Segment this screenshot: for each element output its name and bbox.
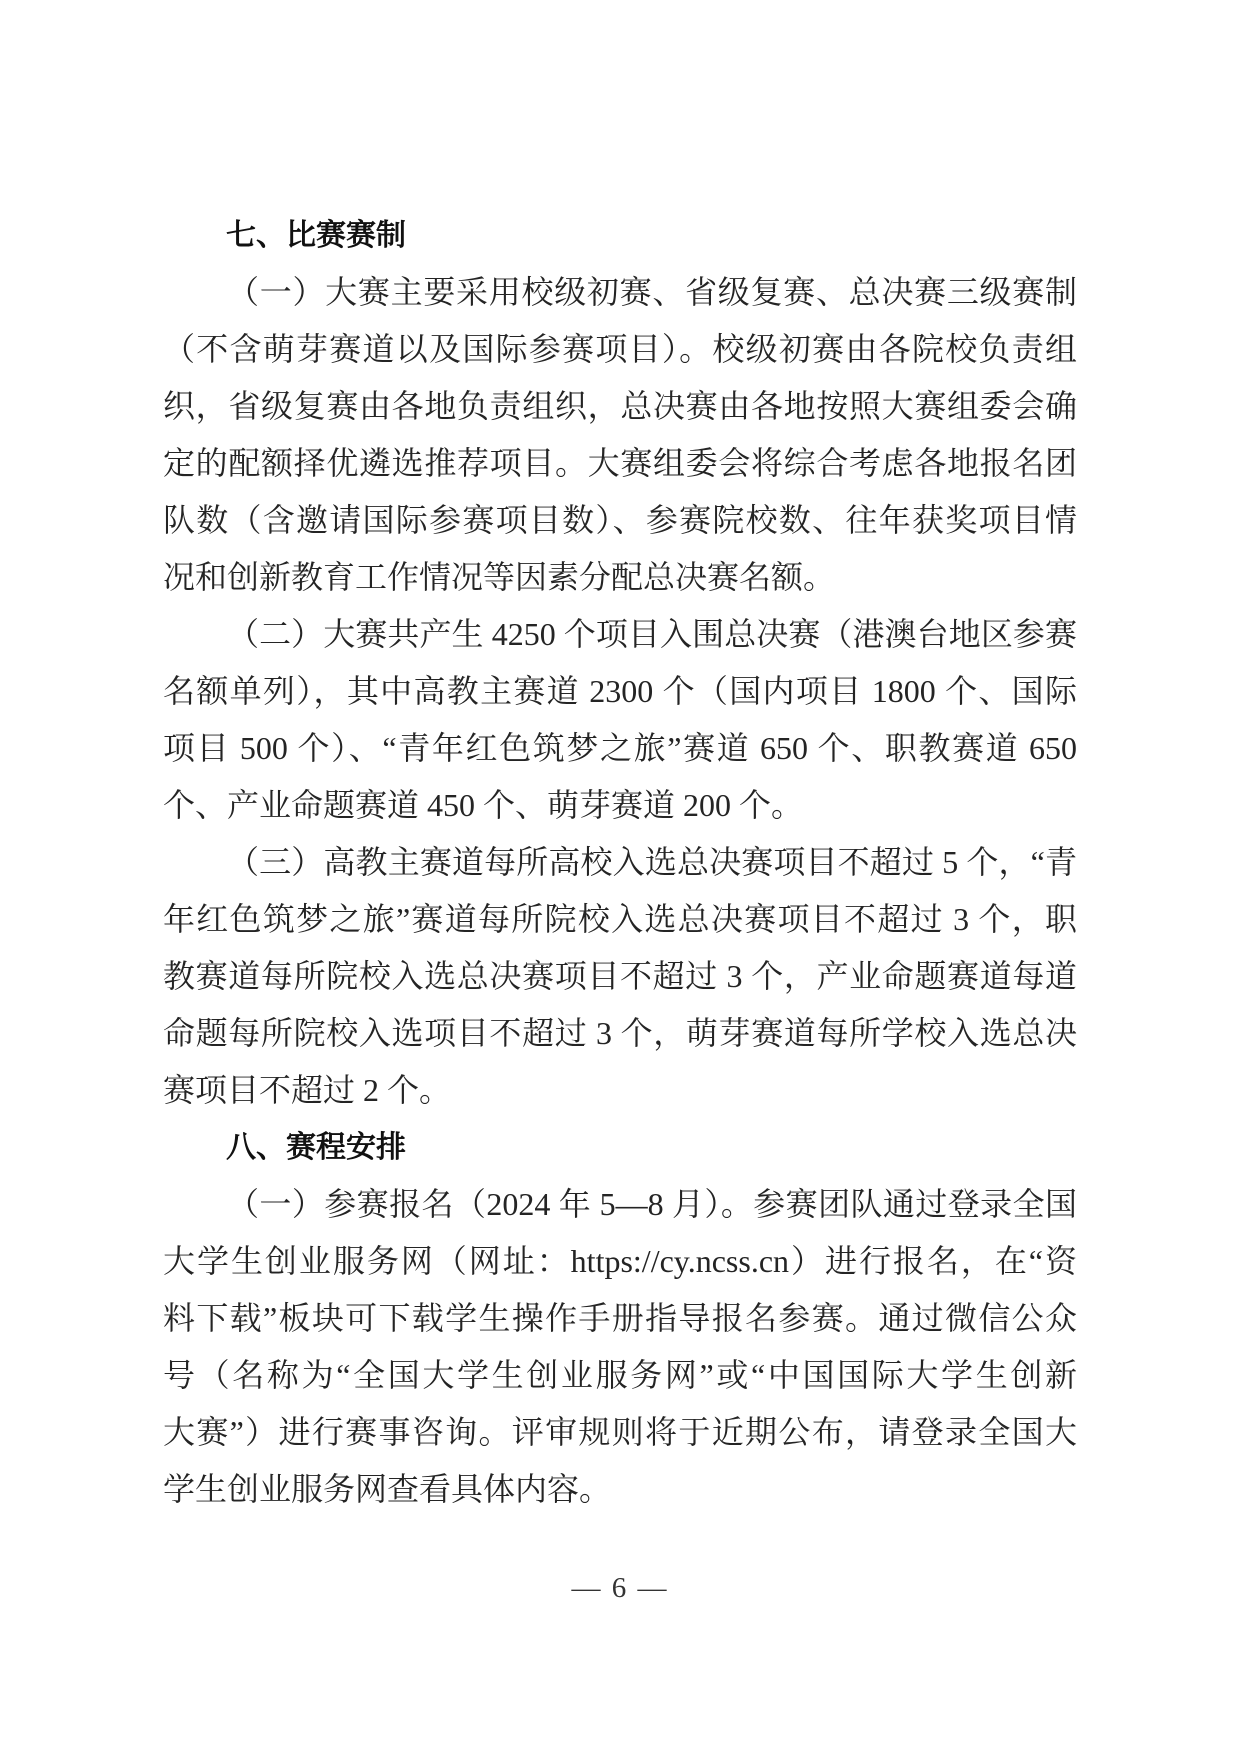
doc-line: 定的配额择优遴选推荐项目。大赛组委会将综合考虑各地报名团: [163, 445, 1077, 481]
doc-line: 织，省级复赛由各地负责组织，总决赛由各地按照大赛组委会确: [163, 388, 1077, 424]
doc-line: 项目 500 个）、“青年红色筑梦之旅”赛道 650 个、职教赛道 650: [163, 730, 1077, 766]
doc-line: 学生创业服务网查看具体内容。: [163, 1471, 612, 1507]
section-heading-7: 七、比赛赛制: [226, 219, 406, 252]
doc-line: 个、产业命题赛道 450 个、萌芽赛道 200 个。: [163, 787, 804, 823]
doc-line: 年红色筑梦之旅”赛道每所院校入选总决赛项目不超过 3 个，职: [163, 901, 1077, 937]
doc-line: 赛项目不超过 2 个。: [163, 1072, 452, 1108]
doc-line: 料下载”板块可下载学生操作手册指导报名参赛。通过微信公众: [163, 1300, 1077, 1336]
doc-line: （一）参赛报名（2024 年 5—8 月）。参赛团队通过登录全国: [227, 1186, 1077, 1222]
document-content: [163, 207, 1077, 1518]
doc-line: 名额单列），其中高教主赛道 2300 个（国内项目 1800 个、国际: [163, 673, 1077, 709]
section-heading-8: 八、赛程安排: [226, 1131, 406, 1164]
doc-line: （一）大赛主要采用校级初赛、省级复赛、总决赛三级赛制: [227, 274, 1077, 310]
doc-line: （二）大赛共产生 4250 个项目入围总决赛（港澳台地区参赛: [227, 616, 1077, 652]
doc-line: 队数（含邀请国际参赛项目数）、参赛院校数、往年获奖项目情: [163, 502, 1077, 538]
doc-line: 教赛道每所院校入选总决赛项目不超过 3 个，产业命题赛道每道: [163, 958, 1077, 994]
doc-line: 号（名称为“全国大学生创业服务网”或“中国国际大学生创新: [163, 1357, 1077, 1393]
doc-line: 命题每所院校入选项目不超过 3 个，萌芽赛道每所学校入选总决: [163, 1015, 1077, 1051]
doc-line: 大学生创业服务网（网址：https://cy.ncss.cn）进行报名，在“资: [163, 1243, 1077, 1279]
doc-line: （不含萌芽赛道以及国际参赛项目）。校级初赛由各院校负责组: [163, 331, 1077, 367]
doc-line: 大赛”）进行赛事咨询。评审规则将于近期公布，请登录全国大: [163, 1414, 1077, 1450]
doc-line: （三）高教主赛道每所高校入选总决赛项目不超过 5 个，“青: [227, 844, 1077, 880]
page-number: — 6 —: [571, 1572, 669, 1604]
doc-line: 况和创新教育工作情况等因素分配总决赛名额。: [163, 559, 836, 595]
